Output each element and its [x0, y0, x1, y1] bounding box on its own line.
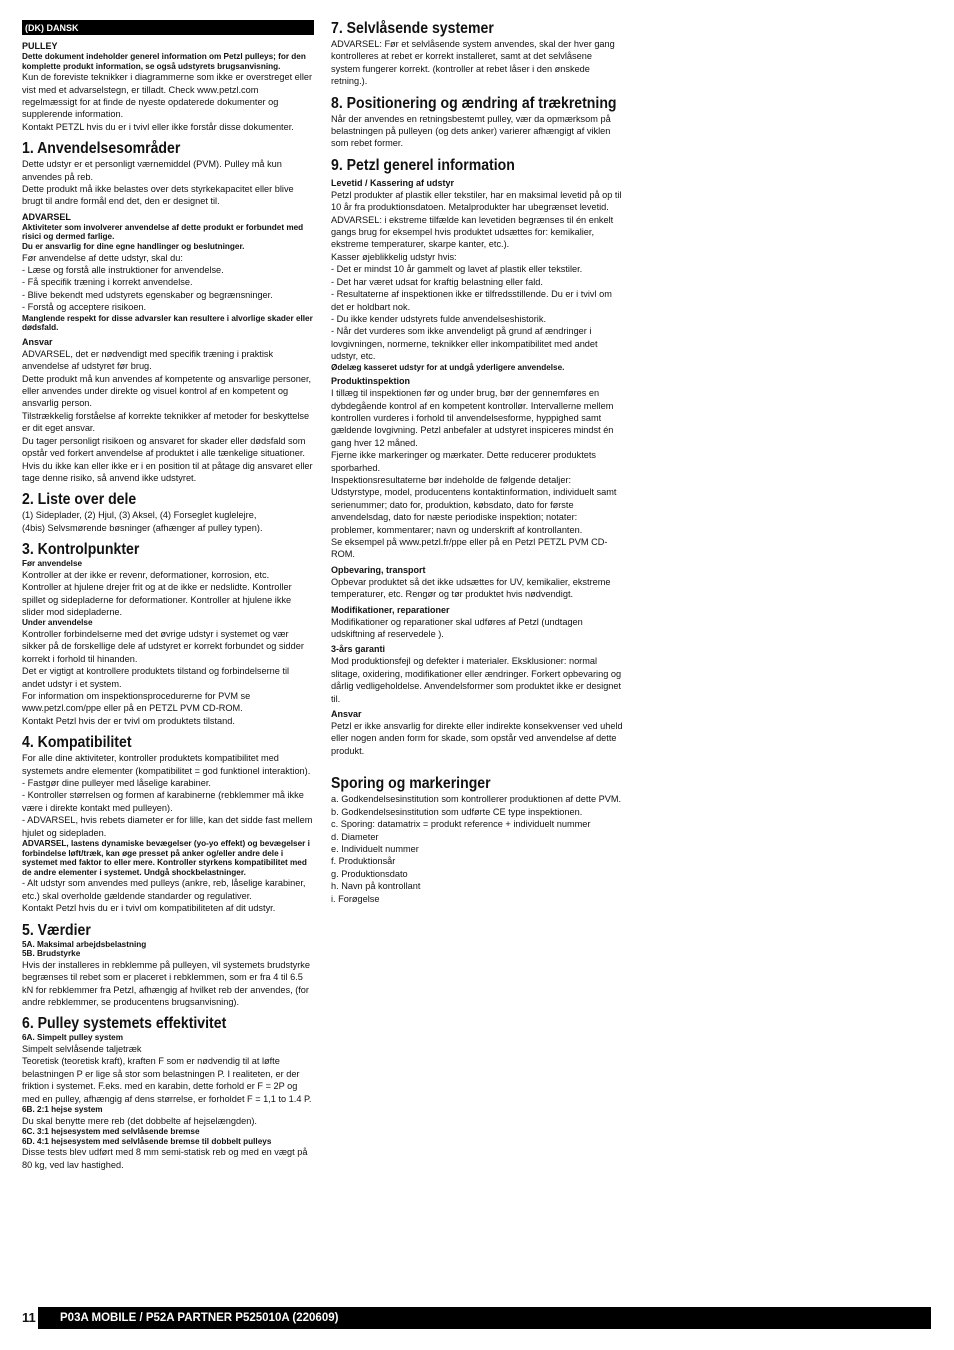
section-1-text: Dette udstyr er et personligt værnemiddel (PVM). Pulley må kun anvendes på reb. Dette produkt må ikke belastes over dets styrkekapacitet eller blive brugt til andre formål end det, den er designet til.: [22, 159, 294, 207]
section-9-storage-title: Opbevaring, transport: [331, 564, 426, 575]
section-4-heading: 4. Kompatibilitet: [22, 734, 132, 752]
product-reference: P03A MOBILE / P52A PARTNER P525010A (220609): [38, 1307, 931, 1329]
section-5a-label: 5A. Maksimal arbejdsbelastning: [22, 939, 147, 949]
section-4-bold: ADVARSEL, lastens dynamiske bevægelser (yo-yo effekt) og bevægelser i forbindelse løft/træk, kan øge presset på anker og/eller andre dele i systemet med faktor to eller mere. Kontroller styrkens kompatibilitet med de andre elementer i systemet. Undgå shockbelastninger.: [22, 839, 310, 877]
section-6d-text: Disse tests blev udført med 8 mm semi-statisk reb og med en vægt på 80 kg, ved lav hastighed.: [22, 1147, 308, 1170]
list-item: a. Godkendelsesinstitution som kontrollerer produktionen af dette PVM.: [331, 794, 622, 805]
section-1-heading: 1. Anvendelsesområder: [22, 140, 181, 158]
list-item: e. Individuelt nummer: [331, 843, 419, 854]
section-5b-label: 5B. Brudstyrke: [22, 949, 81, 959]
section-6a-text: Simpelt selvlåsende taljetræk Teoretisk (teoretisk kraft), kraften F som er nødvendig til at løfte belastningen P er lige så stor som belastningen P. I realiteten, er der friktion i systemet. F.eks. med en karabin, dette forhold er F = 2P og med en pulley, afhængig af dens størrelse, er forholdet F = 1,1 to 1.4 P.: [22, 1044, 312, 1104]
section-6b-label: 6B. 2:1 hejse system: [22, 1105, 103, 1115]
section-6-heading: 6. Pulley systemets effektivitet: [22, 1015, 227, 1033]
section-3-before-title: Før anvendelse: [22, 559, 83, 569]
section-2-heading: 2. Liste over dele: [22, 491, 137, 509]
section-1-ansvar-title: Ansvar: [22, 336, 53, 347]
list-item: i. Forøgelse: [331, 893, 380, 904]
section-2-text: (1) Sideplader, (2) Hjul, (3) Aksel, (4) Forseglet kuglelejre, (4bis) Selvsmørende bøsninger (afhænger af pulley typen).: [22, 510, 263, 533]
section-9-mod-text: Modifikationer og reparationer skal udføres af Petzl (undtagen udskiftning af reservedele ).: [331, 616, 583, 640]
section-3-during-text: Kontroller forbindelserne med det øvrige udstyr i systemet og vær sikker på de forskellige dele af udstyret er korrekt forbundet og sidder korrekt i forhold til hinanden. Det er vigtigt at kontrollere produktets tilstand og forbindelserne til andet udstyr i et system. For information om inspektionsprocedurerne for PVM se www.petzl.com/ppe eller på en PETZL PVM CD-ROM. Kontakt Petzl hvis der er tvivl om produktets tilstand.: [22, 628, 304, 726]
list-item: g. Produktionsdato: [331, 868, 408, 879]
section-6c-label: 6C. 3:1 hejsesystem med selvlåsende bremse: [22, 1127, 200, 1137]
language-label: (DK) DANSK: [22, 20, 314, 35]
list-item: h. Navn på kontrollant: [331, 881, 421, 892]
footer: [22, 1307, 931, 1329]
section-9-responsibility-text: Petzl er ikke ansvarlig for direkte eller indirekte konsekvenser ved uheld eller nogen anden form for skade, som opstår ved anvendelse af dette produkt.: [331, 721, 623, 756]
section-9-inspection-title: Produktinspektion: [331, 376, 411, 387]
section-4-text-2: - Alt udstyr som anvendes med pulleys (ankre, reb, låselige karabiner, etc.) skal overholde gældende standarder og regulativer. Kontakt Petzl hvis du er i tvivl om kompatibiliteten af dit udstyr.: [22, 878, 306, 914]
list-item: f. Produktionsår: [331, 856, 396, 867]
list-item: c. Sporing: datamatrix = produkt reference + individuelt nummer: [331, 819, 591, 830]
section-9-life-bold: Ødelæg kasseret udstyr for at undgå yderligere anvendelse.: [331, 362, 565, 372]
section-7-heading: 7. Selvlåsende systemer: [331, 20, 494, 37]
section-1-advarsel-title: ADVARSEL: [22, 211, 71, 222]
intro-text: Kun de foreviste teknikker i diagrammerne som ikke er overstreget eller vist med et advarselstegn, er tilladt. Check www.petzl.com regelmæssigt for at finde de nyeste opdaterede dokumenter og supplerende information. Kontakt PETZL hvis du er i tvivl eller ikke forstår disse dokumenter.: [22, 72, 313, 132]
section-4-text: For alle dine aktiviteter, kontroller produktets kompatibilitet med systemets andre elementer (kompatibilitet = god funktionel interaktion). - Fastgør dine pulleyer med låselige karabiner. - Kontroller størrelsen og formen af karabinerne (rebklemmer må ikke være i direkte kontakt med pulleyen). - ADVARSEL, hvis rebets diameter er for lille, kan det sidde fast mellem hjulet og sidepladen.: [22, 753, 313, 838]
section-9-responsibility-title: Ansvar: [331, 709, 362, 720]
section-1-checklist: Før anvendelse af dette udstyr, skal du: - Læse og forstå alle instruktioner for anvendelse. - Få specifik træning i korrekt anvendelse. - Blive bekendt med udstyrets egenskaber og begrænsninger. - Forstå og acceptere risikoen.: [22, 252, 273, 313]
section-3-heading: 3. Kontrolpunkter: [22, 541, 140, 559]
section-5-text: Hvis der installeres in rebklemme på pulleyen, vil systemets brudstyrke begrænses til rebet som er placeret i rebklemmen, som er fra 4 til 6.5 kN for rebklemmer fra Petzl, afhængig af hvilket reb der anvendes, (for andre rebklemmer, se producentens brugsanvisning).: [22, 959, 310, 1008]
section-9-warranty-title: 3-års garanti: [331, 644, 386, 655]
intro-bold: Dette dokument indeholder generel information om Petzl pulleys; for den komplette produkt information, se også udstyrets brugsanvisning.: [22, 52, 306, 71]
section-9-mod-title: Modifikationer, reparationer: [331, 604, 450, 615]
section-9-life-text: Petzl produkter af plastik eller tekstiler, har en maksimal levetid på op til 10 år fra produktionsdatoen. Metalprodukter har ubegrænset levetid. ADVARSEL: i ekstreme tilfælde kan levetiden begrænses til én enkelt gangs brug for eksempel hvis produktet udsættes for: kemikalier, ekstreme temperaturer, skarpe kanter, etc.). Kasser øjeblikkelig udstyr hvis: - Det er mindst 10 år gammelt og lavet af plastik eller tekstiler. - Det har været udsat for kraftig belastning eller fald. - Resultaterne af inspektionen ikke er tilfredsstillende. Du er i tvivl om det er holdbart nok. - Du ikke kender udstyrets fulde anvendelseshistorik. - Når det vurderes som ikke anvendeligt på grund af ændringer i lovgivningen, normerne, teknikker eller inkompatibilitet med andet udstyr, etc.: [331, 189, 622, 362]
section-6d-label: 6D. 4:1 hejsesystem med selvlåsende bremse til dobbelt pulleys: [22, 1136, 272, 1146]
section-9-warranty-text: Mod produktionsfejl og defekter i materialer. Eksklusioner: normal slitage, oxidering, modifikationer eller ændringer. Forkert opbevaring og dårlig vedligeholdelse. Anvendelsformer som produktet ikke er designet til.: [331, 656, 622, 704]
intro-title: PULLEY: [22, 41, 58, 51]
section-8-text: Når der anvendes en retningsbestemt pulley, vær da opmærksom på belastningen på pulleyen (og dets anker) varierer afhængigt af viklen som rebet former.: [331, 113, 611, 149]
section-3-during-title: Under anvendelse: [22, 618, 93, 628]
list-item: b. Godkendelsesinstitution som udførte CE type inspektionen.: [331, 806, 583, 817]
tracking-list: [331, 793, 623, 905]
list-item: d. Diameter: [331, 831, 379, 842]
section-9-heading: 9. Petzl generel information: [331, 156, 515, 174]
section-3-before-text: Kontroller at der ikke er revenr, deformationer, korrosion, etc. Kontroller at hjulene drejer frit og at de ikke er nedslidte. Kontroller spillet og sidepladerne for deformationer. Kontroller at hjulene ikke slider mod sidepladerne.: [22, 569, 292, 617]
section-6b-text: Du skal benytte mere reb (det dobbelte af hejselængden).: [22, 1115, 257, 1126]
section-5-heading: 5. Værdier: [22, 921, 91, 939]
section-8-heading: 8. Positionering og ændring af trækretning: [331, 94, 617, 112]
section-9-storage-text: Opbevar produktet så det ikke udsættes for UV, kemikalier, ekstreme temperaturer, etc. Rengør og tør produktet hvis nødvendigt.: [331, 576, 611, 600]
section-7-text: ADVARSEL: Før et selvlåsende system anvendes, skal der hver gang kontrolleres at rebet er korrekt installeret, samt at det selvlåsene system fungerer korrekt. (kontroller at rebet låser i den ønskede retning.).: [331, 39, 615, 87]
right-column: [331, 20, 623, 905]
section-6a-label: 6A. Simpelt pulley system: [22, 1033, 124, 1043]
section-1-warning: Manglende respekt for disse advarsler kan resultere i alvorlige skader eller dødsfald.: [22, 313, 313, 333]
section-1-ansvar-text: ADVARSEL, det er nødvendigt med specifik træning i praktisk anvendelse af udstyret før brug. Dette produkt må kun anvendes af kompetente og ansvarlige personer, eller anvendes under direkte og visuel kontrol af en kompetent og ansvarlig person. Tilstrækkelig forståelse af korrekte teknikker af metoder for beskyttelse er dit eget ansvar. Du tager personligt risikoen og ansvaret for skader eller dødsfald som opstår ved forkert anvendelse af produktet i alle tænkelige situationer. Hvis du ikke kan eller ikke er i en position til at påtage dig ansvaret eller tage denne risiko, så anvend ikke udstyret.: [22, 348, 313, 483]
section-1-advarsel-bold: Aktiviteter som involverer anvendelse af dette produkt er forbundet med risici og dermed farlige. Du er ansvarlig for dine egne handlinger og beslutninger.: [22, 222, 304, 252]
section-9-life-title: Levetid / Kassering af udstyr: [331, 177, 455, 188]
page-number: 11: [22, 1310, 36, 1325]
tracking-heading: Sporing og markeringer: [331, 775, 491, 793]
section-9-inspection-text: I tillæg til inspektionen før og under brug, bør der gennemføres en dybdegående kontrol af en kompetent kontrollør. Intervallerne mellem kontrollen vurderes i forhold til anvendelsesforme, hyppighed samt gældende lovgivning. Petzl anbefaler at udstyret inspiceres mindst én gang hver 12 måned. Fjerne ikke markeringer og mærkater. Dette reducerer produktets sporbarhed. Inspektionsresultaterne bør indeholde de følgende detaljer: Udstyrstype, model, producentens kontaktinformation, individuelt samt serienummer; dato for, produktion, købsdato, dato for første anvendelsdag, dato for næste periodiske inspektion; notater: problemer, kommentarer; navn og underskrift af kontrollanten. Se eksempel på www.petzl.fr/ppe eller på en Petzl PETZL PVM CD-ROM.: [331, 388, 617, 560]
left-column: [22, 20, 314, 1171]
